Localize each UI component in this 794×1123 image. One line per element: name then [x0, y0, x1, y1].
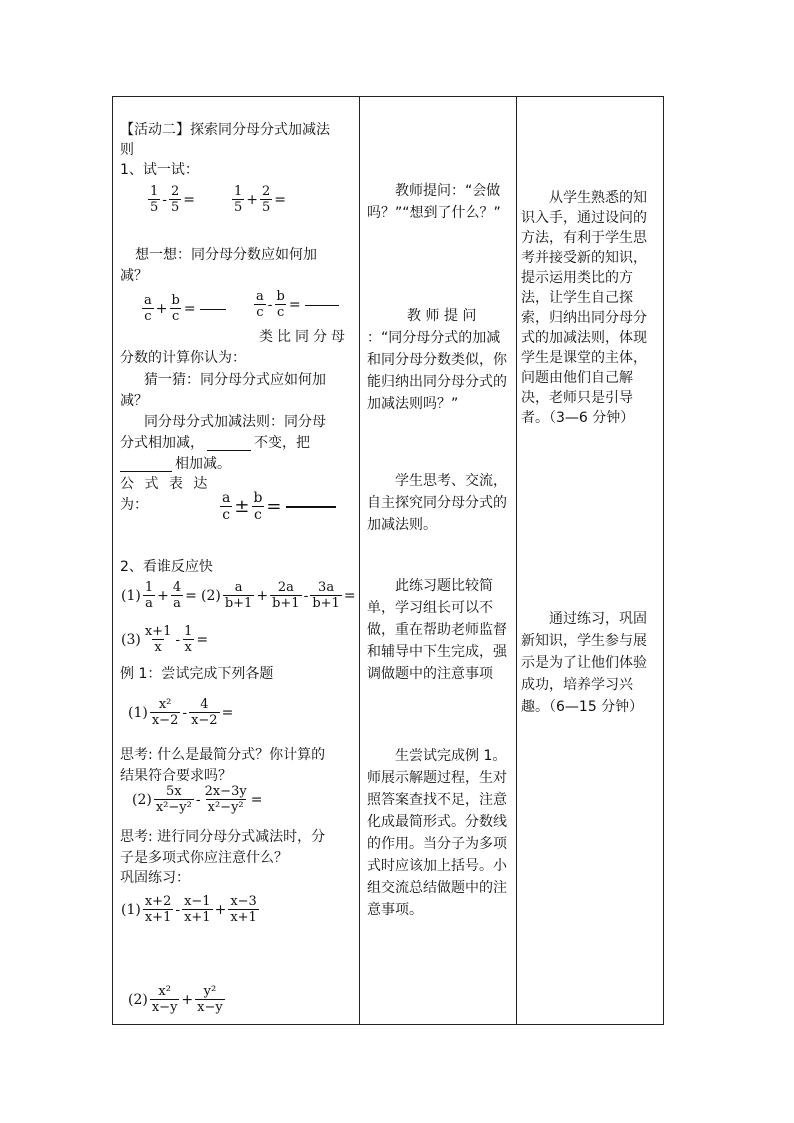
practice-note-text: 此练习题比较简单，学习组长可以不做，重在帮助老师监督和辅导中下生完成，强调做题中的注意事项	[367, 578, 507, 682]
rule-text-line2: 分式相加减， 不变，把	[120, 435, 310, 451]
design-intent-2: 通过练习，巩固新知识，学生参与展示是为了让他们体验成功，培养学习兴趣。（6—15 分钟）	[521, 611, 647, 715]
fraction-expression-1: $\frac{1}{5}$ - $\frac{2}{5}$ =	[150, 184, 196, 215]
think-question-3: 思考: 进行同分母分式减法时，分	[120, 829, 326, 845]
column-divider	[359, 97, 360, 1024]
teacher-question-2: 教 师 提 问 ：“同分母分式的加减和同分母分数类似，你能归纳出同分母分式的加减法则吗？”	[367, 308, 507, 412]
fraction-expression-2: $\frac{1}{5}$ + $\frac{2}{5}$ =	[234, 184, 287, 215]
example-question-2: (2) $\frac{5x}{\text{x²−y²}}$ - $\frac{2x-3y}{\text{x²−y²}}$ =	[132, 784, 263, 815]
example-question-1: (1) $\frac{\text{x²}}{x-2}$ - $\frac{4}{x-2}$ =	[128, 697, 234, 728]
column-divider	[516, 97, 517, 1024]
practice-question-1: (1) $\frac{x+2}{x+1}$ - $\frac{x-1}{x+1}$ + $\frac{x-3}{x+1}$	[121, 894, 257, 925]
rule-text-line3: 相加减。	[120, 454, 231, 474]
fraction-expression-3: $\frac{a}{c}$ + $\frac{b}{c}$ =	[141, 293, 226, 324]
analogy-text: 类比同分母	[259, 329, 349, 345]
try-heading: 1、试一试：	[120, 162, 199, 178]
student-think-text: 学生思考、交流，自主探究同分母分式的加减法则。	[367, 473, 507, 533]
formula-label-cont: 为：	[120, 497, 148, 513]
analogy-text-cont: 分数的计算你认为：	[120, 350, 246, 366]
think-text-cont: 减？	[120, 268, 148, 284]
fraction-expression-4: $\frac{a}{c}$ - $\frac{b}{c}$ =	[253, 289, 339, 320]
quick-question-2: (2) $\frac{a}{b+1}$ + $\frac{2a}{b+1}$ - $\frac{3a}{b+1}$ =	[201, 580, 356, 611]
student-try-text: 生尝试完成例 1。师展示解题过程，生对照答案查找不足，注意化成最简形式。分数线的作用。当分子为多项式时应该加上括号。小组交流总结做题中的注意事项。	[367, 748, 507, 918]
rule-text: 同分母分式加减法则：同分母	[144, 414, 326, 430]
guess-text: 猜一猜：同分母分式应如何加	[144, 372, 326, 388]
consolidate-heading: 巩固练习：	[120, 870, 190, 886]
activity-title-cont: 则	[120, 142, 134, 158]
quick-heading: 2、看谁反应快	[120, 559, 213, 575]
design-intent-1: 从学生熟悉的知识入手，通过设问的方法，有利于学生思考并接受新的知识，提示运用类比的方法，让学生自己探索，归纳出同分母分式的加减法则，体现学生是课堂的主体，问题由他们自己解决，老师只是引导者。（3—6 分钟）	[521, 190, 647, 426]
practice-question-2: (2) $\frac{\text{x²}}{x-y}$ + $\frac{\text{y²}}{x-y}$	[128, 984, 223, 1015]
teacher-question-1: 教师提问：“会做吗？”“想到了什么？”	[367, 183, 501, 221]
think-question-2-cont: 结果符合要求吗？	[120, 768, 232, 784]
quick-question-1: (1) $\frac{1}{a}$ + $\frac{4}{a}$ =	[121, 580, 197, 611]
activity-title: 【活动二】探索同分母分式加减法	[120, 122, 330, 138]
think-text: 想一想：同分母分数应如何加	[135, 247, 317, 263]
quick-question-3: (3) $\frac{x+1}{x}$ - $\frac{1}{x}$ =	[121, 624, 209, 655]
formula-expression: $\frac{a}{c}$ ± $\frac{b}{c}$ =	[219, 490, 336, 523]
think-question-3-cont: 子是多项式你应注意什么？	[120, 850, 288, 866]
formula-label: 公 式 表 达	[120, 476, 211, 492]
guess-text-cont: 减？	[120, 393, 148, 409]
think-question-2: 思考: 什么是最简分式？你计算的	[120, 747, 326, 763]
example-heading: 例 1：尝试完成下列各题	[120, 666, 274, 682]
